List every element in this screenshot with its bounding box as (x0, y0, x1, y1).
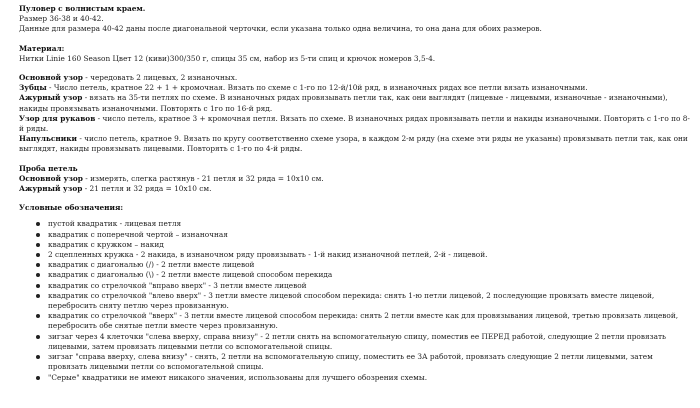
list-item: "Серые" квадратики не имеют никакого значения, использованы для лучшего обозрения схемы. (19, 373, 694, 383)
document-title: Пуловер с волнистым краем. (19, 4, 146, 13)
gauge-section (19, 164, 694, 195)
list-item: квадратик с кружком – накид (19, 240, 694, 250)
list-item: квадратик с диагональю (/) - 2 петли вместе лицевой (19, 260, 694, 270)
list-item: квадратик со стрелочкой "вверх" - 3 петли вместе лицевой способом перекида: снять 2 петли вместе как для провязывания лицевой, третью провязать лицевой, перебросить обе снятые петли вместе через провязанную. (19, 311, 694, 331)
legend-section (19, 203, 694, 382)
list-item: 2 сцепленных кружка - 2 накида, в изнаночном ряду провязывать - 1-й накид изнаночной петлей, 2-й - лицевой. (19, 250, 694, 260)
gauge-lace: Ажурный узор - 21 петля и 32 ряда = 10х10 см. (19, 184, 212, 194)
pattern-teeth: Зубцы - Число петель, кратное 22 + 1 + кромочная. Вязать по схеме с 1-го по 12-й/10й ряд, в изнаночных рядах все петли вязать изнаночными. (19, 83, 588, 93)
material-text: Нитки Linie 160 Season Цвет 12 (киви)300/350 г, спицы 35 см, набор из 5-ти спиц и крючок номеров 3,5-4. (19, 53, 436, 63)
pattern-wristbands: Напульсники - число петель, кратное 9. Вязать по кругу соответственно схеме узора, в каждом 2-м ряду (на схеме эти ряды не указаны) провязывать петли так, как они выглядят, накиды провязывать лицевыми. Повторять с 1-го по 4-й ряды. (19, 134, 688, 154)
legend-heading: Условные обозначения: (19, 203, 124, 213)
pattern-main: Основной узор - чередовать 2 лицевых, 2 изнаночных. (19, 73, 238, 83)
pattern-sleeves: Узор для рукавов - число петель, кратное 3 + кромочная петля. Вязать по схеме. В изнаночных рядах провязывать петли и накиды изнаночными. Повторять с 1-го по 8-й ряды. (19, 113, 690, 134)
list-item: квадратик с поперечной чертой – изнаночная (19, 230, 694, 240)
pattern-lace: Ажурный узор - вязать на 35-ти петлях по схеме. В изнаночных рядах провязывать петли так, как они выглядят (лицевые - лицевыми, изнаночные - изнаночными), накиды провязывать изнаночными. Повторять с 1го по 16-й ряд. (19, 93, 668, 113)
list-item: квадратик со стрелочкой "влево вверх" - 3 петли вместе лицевой способом перекида: снять 1-ю петли лицевой, 2 последующие провязать вместе лицевой, перебросить сняту петлю через провязанную. (19, 291, 694, 311)
legend-list (19, 219, 694, 382)
list-item: квадратик с диагональю (\) - 2 петли вместе лицевой способом перекида (19, 270, 694, 280)
list-item: зигзаг через 4 клеточки "слева вверху, справа внизу" - 2 петли снять на вспомогательную спицу, поместив ее ПЕРЕД работой, следующие 2 петли провязать лицевыми, затем провязать лицевыми петли со вспомогательной спицы. (19, 332, 694, 352)
sizes-note: Данные для размера 40-42 даны после диагональной черточки, если указана только одна величина, то она дана для обоих размеров. (19, 24, 542, 34)
sizes-line: Размер 36-38 и 40-42. (19, 14, 104, 24)
material-heading: Материал: (19, 43, 65, 53)
list-item: пустой квадратик - лицевая петля (19, 219, 694, 229)
patterns-section (19, 73, 694, 155)
gauge-main: Основной узор - измерять, слегка растянув - 21 петля и 32 ряда = 10х10 см. (19, 173, 324, 183)
list-item: зигзаг "справа вверху, слева внизу" - снять, 2 петли на вспомогательную спицу, поместить ее ЗА работой, провязать следующие 2 петли лицевыми, затем провязать лицевыми петли со вспомогательной спицы. (19, 352, 694, 372)
gauge-heading: Проба петель (19, 163, 78, 173)
list-item: квадратик со стрелочкой "вправо вверх" - 3 петли вместе лицевой (19, 281, 694, 291)
